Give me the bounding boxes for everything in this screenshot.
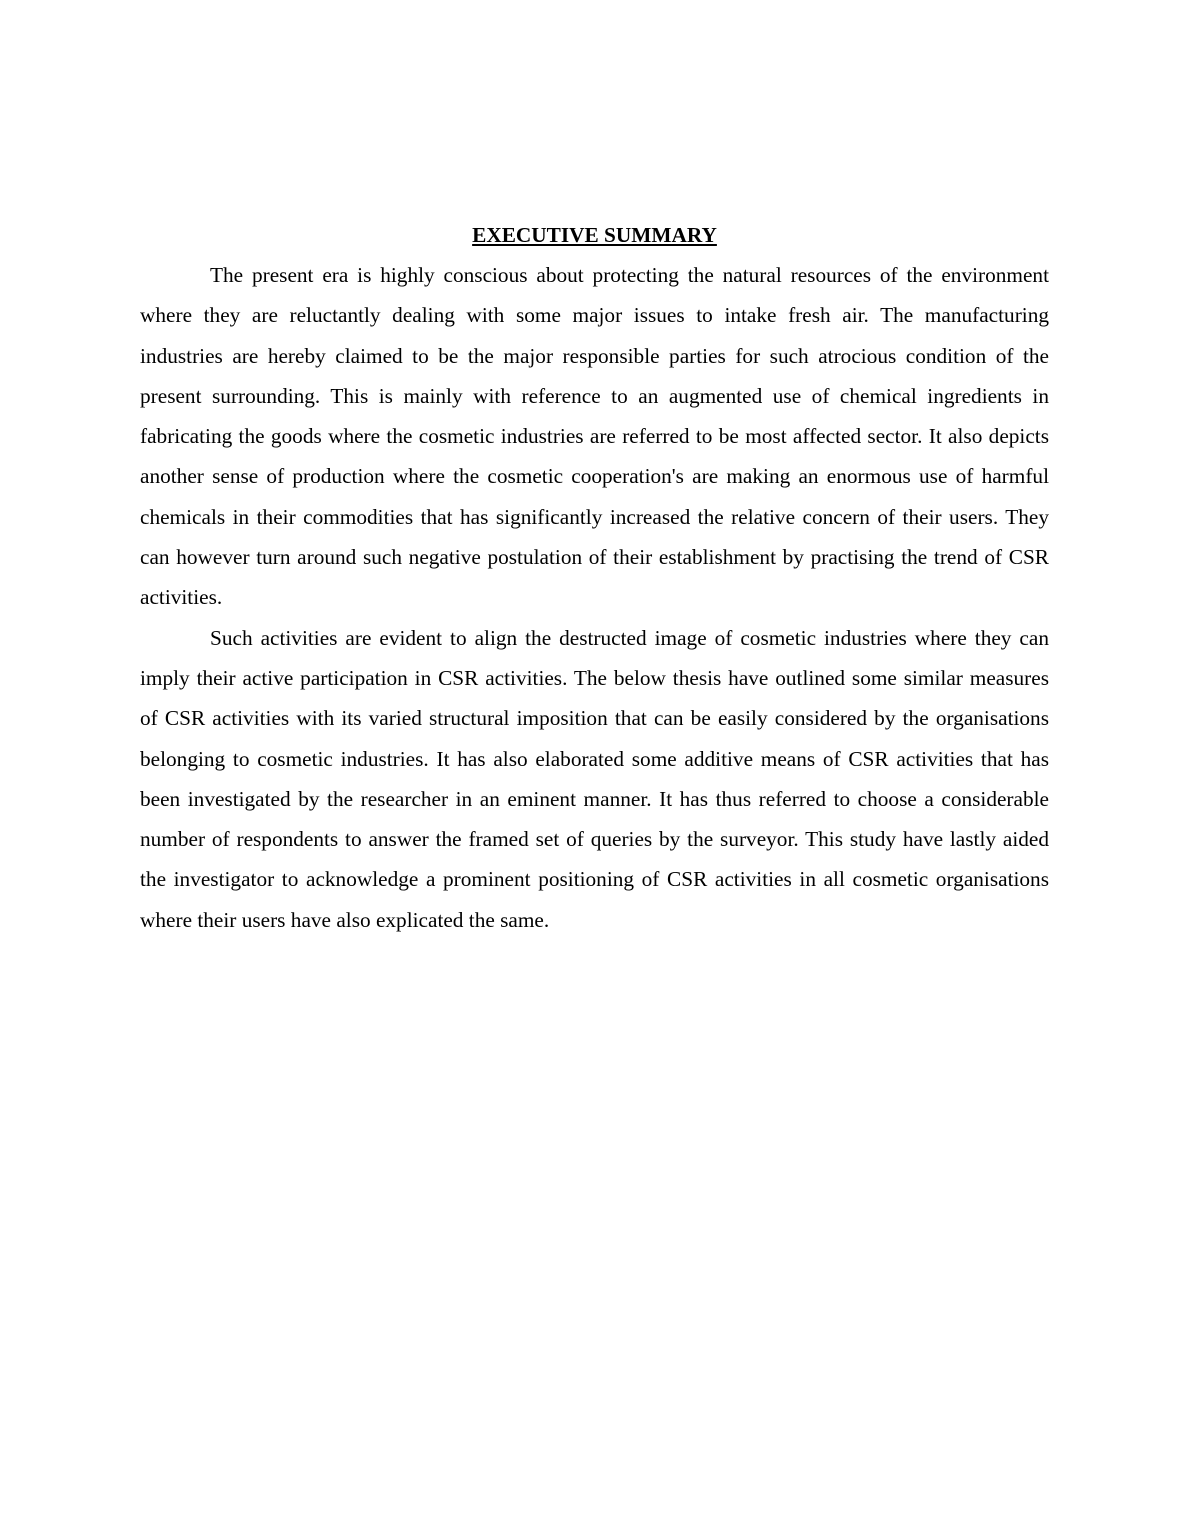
page-title: EXECUTIVE SUMMARY: [472, 223, 717, 247]
document-body: [140, 220, 1049, 940]
paragraph-1: The present era is highly conscious about protecting the natural resources of the environment where they are reluctantly dealing with some major issues to intake fresh air. The manufacturing industries are hereby claimed to be the major responsible parties for such atrocious condition of the present surrounding. This is mainly with reference to an augmented use of chemical ingredients in fabricating the goods where the cosmetic industries are referred to be most affected sector. It also depicts another sense of production where the cosmetic cooperation's are making an enormous use of harmful chemicals in their commodities that has significantly increased the relative concern of their users. They can however turn around such negative postulation of their establishment by practising the trend of CSR activities.: [140, 263, 1049, 610]
paragraph-2: Such activities are evident to align the destructed image of cosmetic industries where they can imply their active participation in CSR activities. The below thesis have outlined some similar measures of CSR activities with its varied structural imposition that can be easily considered by the organisations belonging to cosmetic industries. It has also elaborated some additive means of CSR activities that has been investigated by the researcher in an eminent manner. It has thus referred to choose a considerable number of respondents to answer the framed set of queries by the surveyor. This study have lastly aided the investigator to acknowledge a prominent positioning of CSR activities in all cosmetic organisations where their users have also explicated the same.: [140, 625, 1049, 932]
